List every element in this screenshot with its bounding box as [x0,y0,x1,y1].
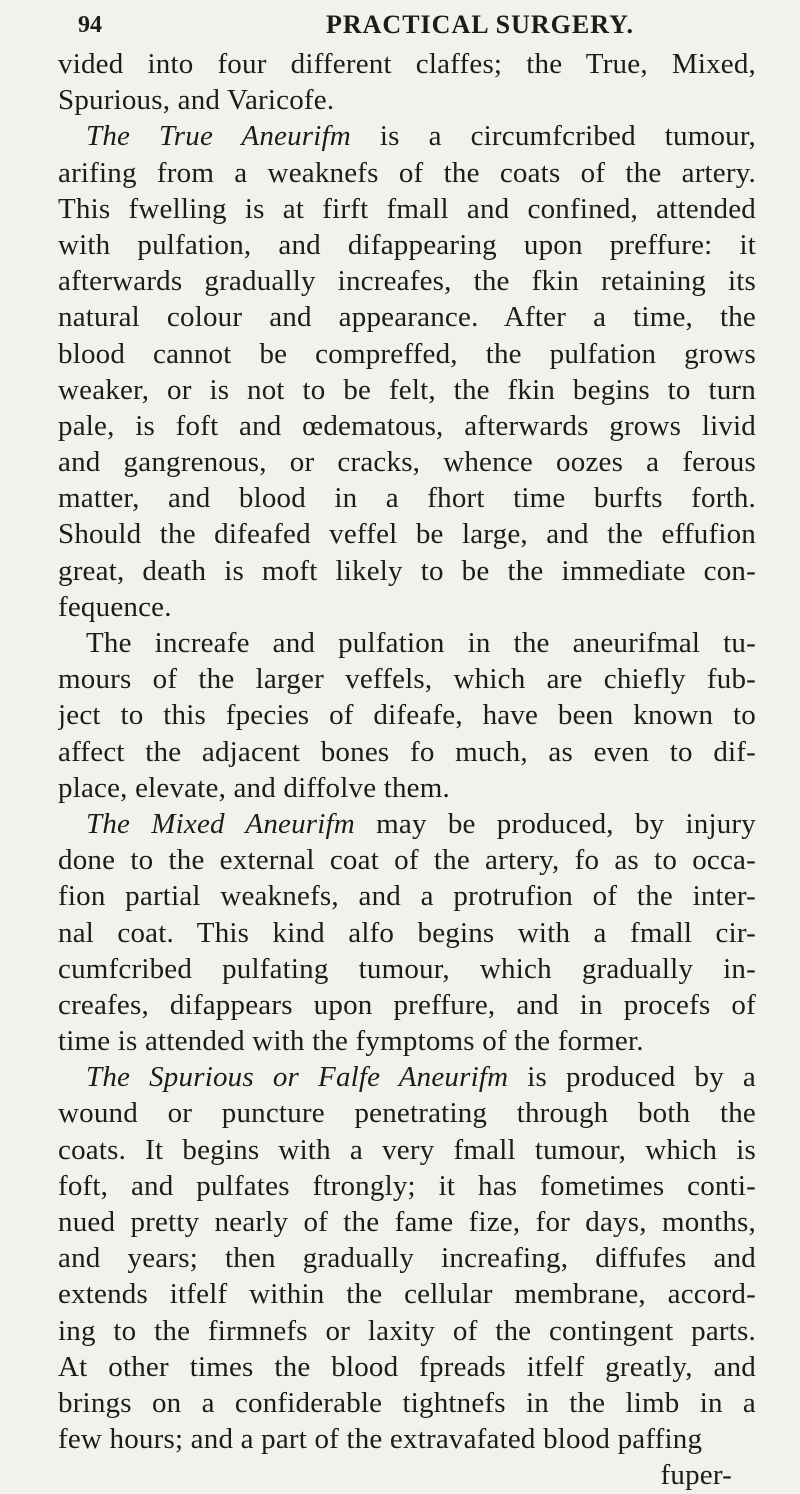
section-lead: The True Aneurifm [86,120,351,153]
text-line [58,444,756,480]
line-text: At other times the blood fpreads itfelf greatly, and [58,1350,756,1383]
line-text: blood cannot be compreffed, the pulfation grows [58,337,756,370]
text-line [58,1168,756,1204]
line-text: may be produced, by injury [354,807,756,840]
text-line [58,1313,756,1349]
text-line [58,1095,756,1131]
text-line [58,263,756,299]
text-line [58,516,756,552]
text-line [58,1132,756,1168]
line-text: pale, is foft and œdematous, afterwards grows livid [58,409,756,442]
text-line [58,1059,756,1095]
line-text: fequence. [58,590,172,623]
text-line [58,155,756,191]
text-line [58,553,756,589]
running-head [50,6,740,39]
line-text: and years; then gradually increafing, diffufes and [58,1242,756,1275]
line-text: brings on a confiderable tightnefs in the limb in a [58,1386,756,1419]
text-line [58,118,756,154]
line-text: afterwards gradually increafes, the fkin retaining its [58,265,756,298]
line-text: few hours; and a part of the extravafated blood paffing [58,1423,703,1456]
line-text: and gangrenous, or cracks, whence oozes a ferous [58,446,756,479]
page-number: 94 [78,12,102,38]
text-line [58,1240,756,1276]
line-text: natural colour and appearance. After a time, the [58,301,756,334]
text-line [58,1349,756,1385]
line-text: great, death is moft likely to be the immediate con- [58,554,756,587]
text-line [58,46,756,82]
text-line [58,372,756,408]
text-line [58,82,756,118]
line-text: fion partial weaknefs, and a protrufion of the inter- [58,880,756,913]
text-line [58,625,756,661]
text-line [58,1421,756,1457]
line-text: extends itfelf within the cellular membrane, accord- [58,1278,756,1311]
text-line [58,661,756,697]
line-text: weaker, or is not to be felt, the fkin begins to turn [58,373,756,406]
line-text: time is attended with the fymptoms of the former. [58,1025,644,1058]
text-line [58,299,756,335]
text-line [58,1023,756,1059]
line-text: This fwelling is at firft fmall and confined, attended [58,192,756,225]
line-text: ject to this fpecies of difeafe, have been known to [58,699,756,732]
text-line [58,842,756,878]
text-line [58,1204,756,1240]
running-title: PRACTICAL SURGERY. [326,10,634,39]
text-line [58,1385,756,1421]
line-text: is a circumfcribed tumour, [350,120,756,153]
line-text: wound or puncture penetrating through both the [58,1097,756,1130]
line-text: cumfcribed pulfating tumour, which gradually in- [58,952,756,985]
line-text: is produced by a [508,1061,756,1094]
text-line [58,1276,756,1312]
catchword: fuper- [660,1459,732,1492]
text-line [58,806,756,842]
line-text: ing to the firmnefs or laxity of the contingent parts. [58,1314,756,1347]
line-text: Should the difeafed veffel be large, and the effufion [58,518,756,551]
line-text: foft, and pulfates ftrongly; it has fometimes conti- [58,1169,756,1202]
text-line [58,951,756,987]
text-line [58,878,756,914]
text-line [58,336,756,372]
line-text: with pulfation, and difappearing upon preffure: it [58,228,756,261]
text-line [58,697,756,733]
line-text: The increafe and pulfation in the aneurifmal tu- [86,627,756,659]
line-text: matter, and blood in a fhort time burfts forth. [58,482,756,515]
line-text: coats. It begins with a very fmall tumour, which is [58,1133,756,1166]
line-text: nued pretty nearly of the fame fize, for days, months, [58,1206,756,1238]
line-text: creafes, difappears upon preffure, and in procefs of [58,988,756,1021]
section-lead: The Spurious or Falfe Aneurifm [86,1061,509,1094]
text-line [58,408,756,444]
line-text: mours of the larger veffels, which are chiefly fub- [58,663,756,696]
line-text: place, elevate, and diffolve them. [58,771,450,804]
text-line [58,987,756,1023]
text-line [58,915,756,951]
text-line [58,480,756,516]
text-line [58,191,756,227]
text-line [58,734,756,770]
section-lead: The Mixed Aneurifm [86,807,355,840]
line-text: nal coat. This kind alfo begins with a fmall cir- [58,916,756,949]
line-text: done to the external coat of the artery, fo as to occa- [58,844,756,877]
text-line [58,227,756,263]
text-line [58,589,756,625]
line-text: affect the adjacent bones fo much, as even to dif- [58,735,756,768]
text-line [58,770,756,806]
line-text: vided into four different claffes; the True, Mixed, [58,48,756,80]
line-text: Spurious, and Varicofe. [58,84,335,117]
line-text: arifing from a weaknefs of the coats of the artery. [58,156,756,189]
body-text [58,46,756,1494]
